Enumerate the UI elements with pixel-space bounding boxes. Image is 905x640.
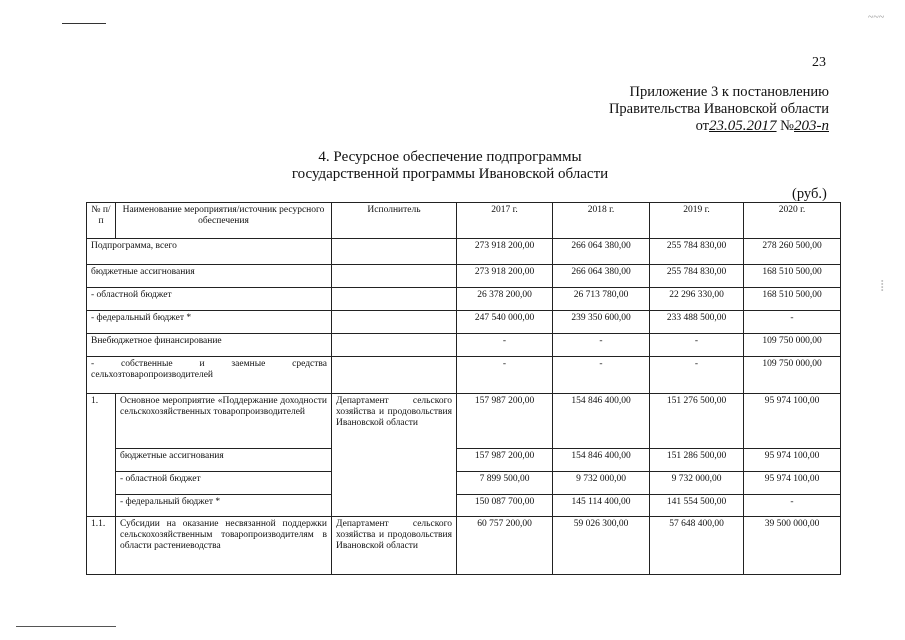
title-line-1: 4. Ресурсное обеспечение подпрограммы [318,149,582,165]
header-2020: 2020 г. [744,203,841,239]
row-executor: Департамент сельского хозяйства и продовольствия Ивановской области [332,394,457,517]
row-2018: 154 846 400,00 [553,449,650,472]
row-2017: - [457,357,553,394]
bottom-left-rule [16,626,116,627]
row-2017: 150 087 700,00 [457,495,553,517]
row-2017: 247 540 000,00 [457,311,553,334]
table-row [87,334,841,357]
row-2020: 39 500 000,00 [744,517,841,575]
row-2019: 255 784 830,00 [650,265,744,288]
row-2019: - [650,357,744,394]
row-name: Внебюджетное финансирование [87,334,332,357]
header-num: № п/п [87,203,116,239]
table-row [87,517,841,575]
row-2019: 151 276 500,00 [650,394,744,449]
row-2019: 255 784 830,00 [650,239,744,265]
row-name: бюджетные ассигнования [87,265,332,288]
currency-unit: (руб.) [792,186,827,202]
table-row [87,311,841,334]
row-2018: 266 064 380,00 [553,239,650,265]
row-executor [332,239,457,265]
row-2020: 109 750 000,00 [744,334,841,357]
row-executor [332,357,457,394]
row-2020: 109 750 000,00 [744,357,841,394]
row-2020: 168 510 500,00 [744,265,841,288]
row-2018: 9 732 000,00 [553,472,650,495]
header-2019: 2019 г. [650,203,744,239]
row-2019: - [650,334,744,357]
table-row [87,239,841,265]
row-executor: Департамент сельского хозяйства и продовольствия Ивановской области [332,517,457,575]
number-value: 203-п [794,118,829,134]
table-header-row [87,203,841,239]
table-row [87,472,841,495]
row-name: - областной бюджет [87,288,332,311]
row-name: - федеральный бюджет * [87,311,332,334]
date-prefix: от [695,118,710,134]
row-2019: 9 732 000,00 [650,472,744,495]
row-executor [332,334,457,357]
row-2020: 168 510 500,00 [744,288,841,311]
row-2020: 95 974 100,00 [744,472,841,495]
row-executor [332,311,457,334]
row-2017: 60 757 200,00 [457,517,553,575]
appendix-date-line [469,118,829,135]
row-2018: 154 846 400,00 [553,394,650,449]
table-row [87,495,841,517]
row-2018: 26 713 780,00 [553,288,650,311]
row-2019: 233 488 500,00 [650,311,744,334]
row-2017: 273 918 200,00 [457,239,553,265]
scan-mark-right: ⁞ [880,278,885,295]
row-2020: - [744,495,841,517]
table-row [87,394,841,449]
date-value: 23.05.2017 [709,118,777,134]
row-2017: - [457,334,553,357]
header-name: Наименование мероприятия/источник ресурсного обеспечения [116,203,332,239]
row-2018: - [553,357,650,394]
top-left-rule [62,23,106,24]
row-name: Субсидии на оказание несвязанной поддержки сельскохозяйственным товаропроизводителям в области растениеводства [116,517,332,575]
row-2018: 266 064 380,00 [553,265,650,288]
row-2018: 239 350 600,00 [553,311,650,334]
row-name: Подпрограмма, всего [87,239,332,265]
header-2018: 2018 г. [553,203,650,239]
table-row [87,265,841,288]
row-name: бюджетные ассигнования [116,449,332,472]
row-2020: - [744,311,841,334]
row-number: 1. [87,394,116,517]
row-name: - областной бюджет [116,472,332,495]
row-2018: - [553,334,650,357]
row-2020: 95 974 100,00 [744,394,841,449]
row-executor [332,265,457,288]
row-2017: 157 987 200,00 [457,449,553,472]
row-number: 1.1. [87,517,116,575]
row-2019: 57 648 400,00 [650,517,744,575]
row-2019: 141 554 500,00 [650,495,744,517]
row-2017: 26 378 200,00 [457,288,553,311]
row-2019: 151 286 500,00 [650,449,744,472]
row-2017: 273 918 200,00 [457,265,553,288]
row-2017: 7 899 500,00 [457,472,553,495]
page-number: 23 [812,55,826,70]
row-name: Основное мероприятие «Поддержание доходности сельскохозяйственных товаропроизводителей [116,394,332,449]
scan-mark-top-right: ~~~ [868,12,885,23]
number-prefix: № [780,118,794,134]
table-row [87,357,841,394]
row-executor [332,288,457,311]
resource-table [86,202,841,575]
appendix-line-1: Приложение 3 к постановлению [629,84,829,100]
row-2019: 22 296 330,00 [650,288,744,311]
header-executor: Исполнитель [332,203,457,239]
row-name: - собственные и заемные средства сельхозтоваропроизводителей [87,357,332,394]
table-row [87,288,841,311]
table-row [87,449,841,472]
row-2018: 145 114 400,00 [553,495,650,517]
row-2020: 278 260 500,00 [744,239,841,265]
row-2018: 59 026 300,00 [553,517,650,575]
document-title [200,149,700,183]
title-line-2: государственной программы Ивановской области [291,166,609,182]
row-2017: 157 987 200,00 [457,394,553,449]
row-2020: 95 974 100,00 [744,449,841,472]
row-name: - федеральный бюджет * [116,495,332,517]
header-2017: 2017 г. [457,203,553,239]
appendix-line-2: Правительства Ивановской области [608,101,829,117]
appendix-block [469,84,829,135]
